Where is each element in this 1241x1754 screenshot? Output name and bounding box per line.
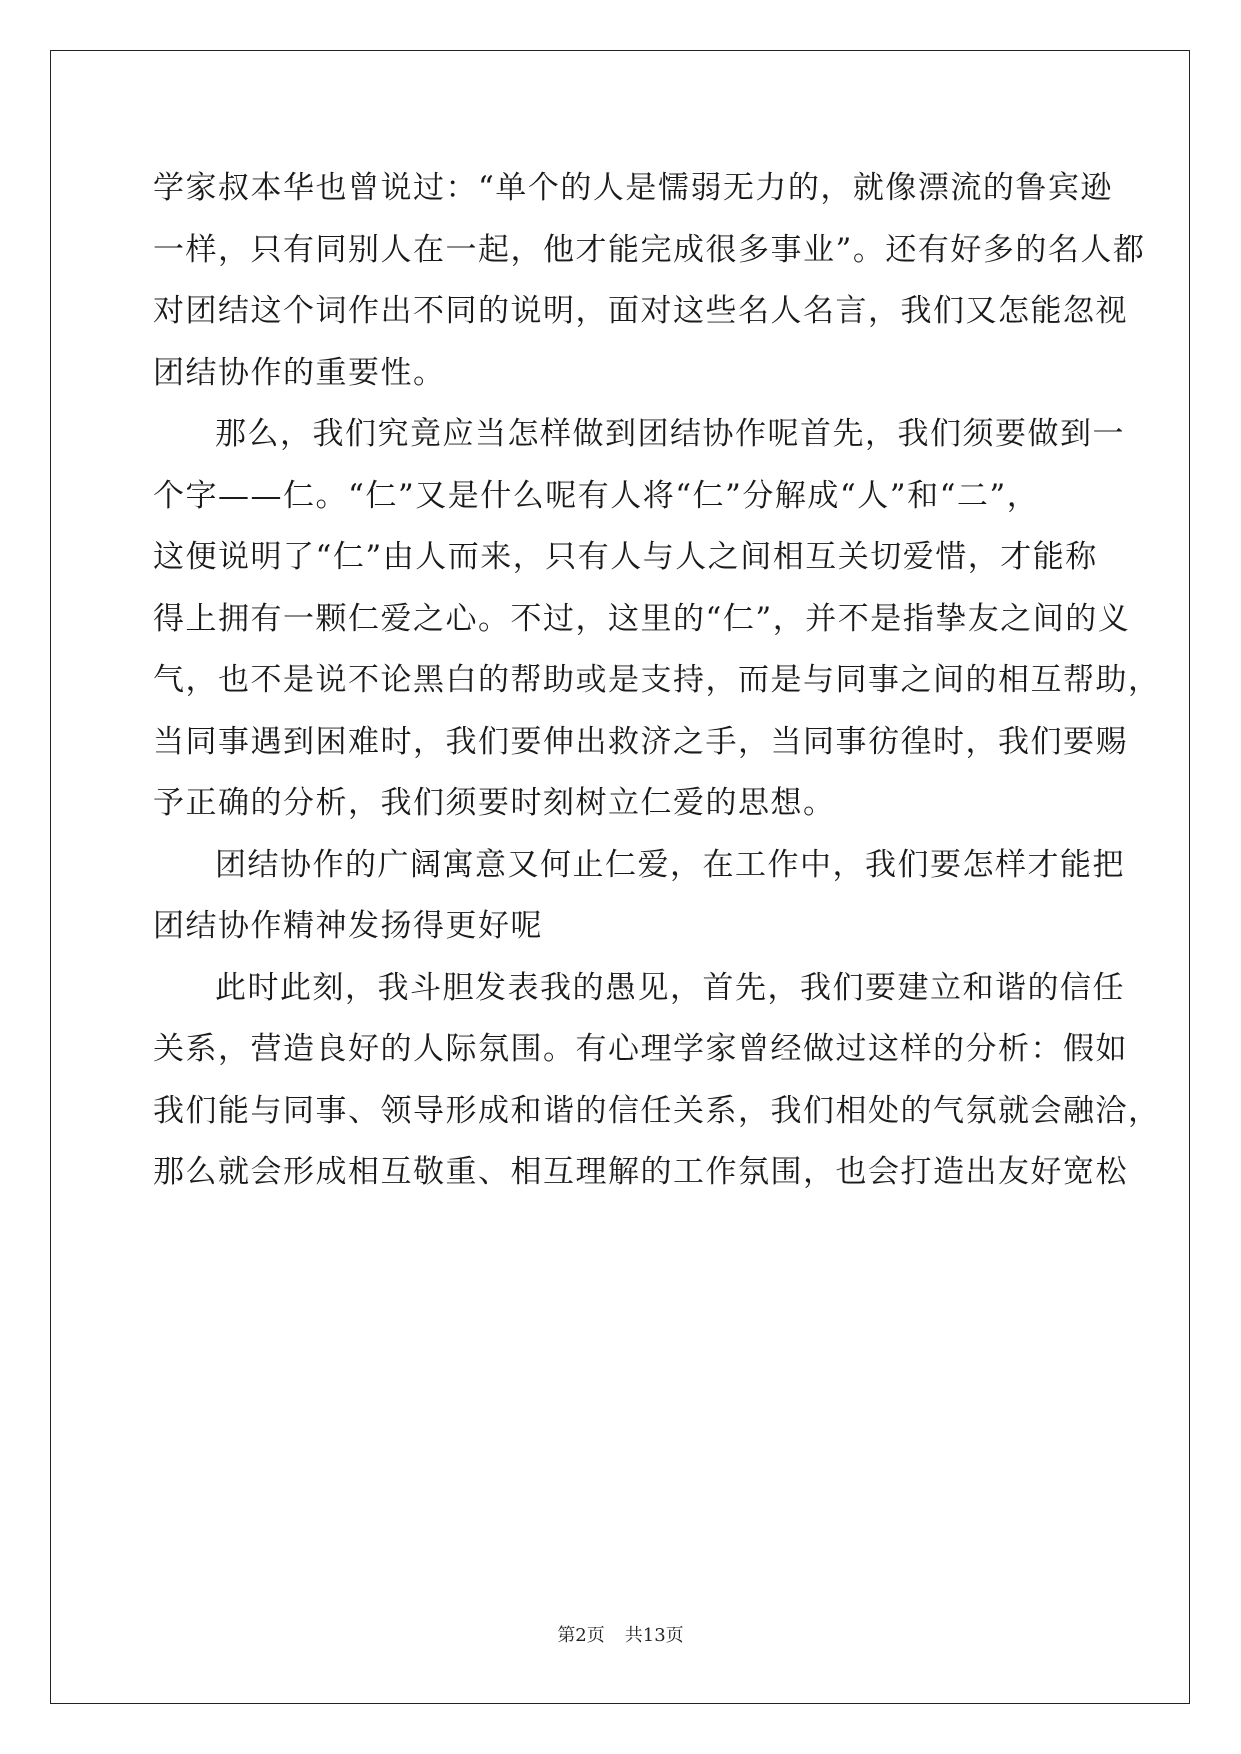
text-line: 我们能与同事、领导形成和谐的信任关系，我们相处的气氛就会融洽， [153, 1092, 1161, 1129]
text-line: 得上拥有一颗仁爱之心。不过，这里的“仁”，并不是指挚友之间的义 [153, 600, 1131, 637]
text-line: 学家叔本华也曾说过：“单个的人是懦弱无力的，就像漂流的鲁宾逊 [153, 170, 1113, 206]
text-line: 对团结这个词作出不同的说明，面对这些名人名言，我们又怎能忽视 [153, 293, 1128, 329]
text-line: 个字——仁。“仁”又是什么呢有人将“仁”分解成“人”和“二”， [153, 477, 1040, 514]
text-line: 关系，营造良好的人际氛围。有心理学家曾经做过这样的分析：假如 [153, 1031, 1128, 1067]
text-line: 这便说明了“仁”由人而来，只有人与人之间相互关切爱惜，才能称 [153, 539, 1098, 575]
page-number: 第2页 [557, 1625, 605, 1646]
text-line: 予正确的分析，我们须要时刻树立仁爱的思想。 [153, 785, 836, 821]
text-line: 一样，只有同别人在一起，他才能完成很多事业”。还有好多的名人都 [153, 231, 1146, 268]
text-line: 那么就会形成相互敬重、相互理解的工作氛围，也会打造出友好宽松 [153, 1154, 1128, 1190]
document-body [153, 158, 1161, 1204]
page-total: 共13页 [624, 1625, 684, 1646]
text-line: 气，也不是说不论黑白的帮助或是支持，而是与同事之间的相互帮助， [153, 662, 1161, 698]
text-line: 团结协作的重要性。 [153, 354, 446, 391]
text-line: 团结协作的广阔寓意又何止仁爱，在工作中，我们要怎样才能把 [215, 846, 1125, 883]
text-line: 当同事遇到困难时，我们要伸出救济之手，当同事彷徨时，我们要赐 [153, 723, 1128, 760]
page-footer [0, 1621, 1241, 1647]
text-line: 那么，我们究竟应当怎样做到团结协作呢首先，我们须要做到一 [215, 416, 1125, 452]
text-line: 团结协作精神发扬得更好呢 [153, 908, 543, 944]
text-line: 此时此刻，我斗胆发表我的愚见，首先，我们要建立和谐的信任 [215, 969, 1125, 1006]
